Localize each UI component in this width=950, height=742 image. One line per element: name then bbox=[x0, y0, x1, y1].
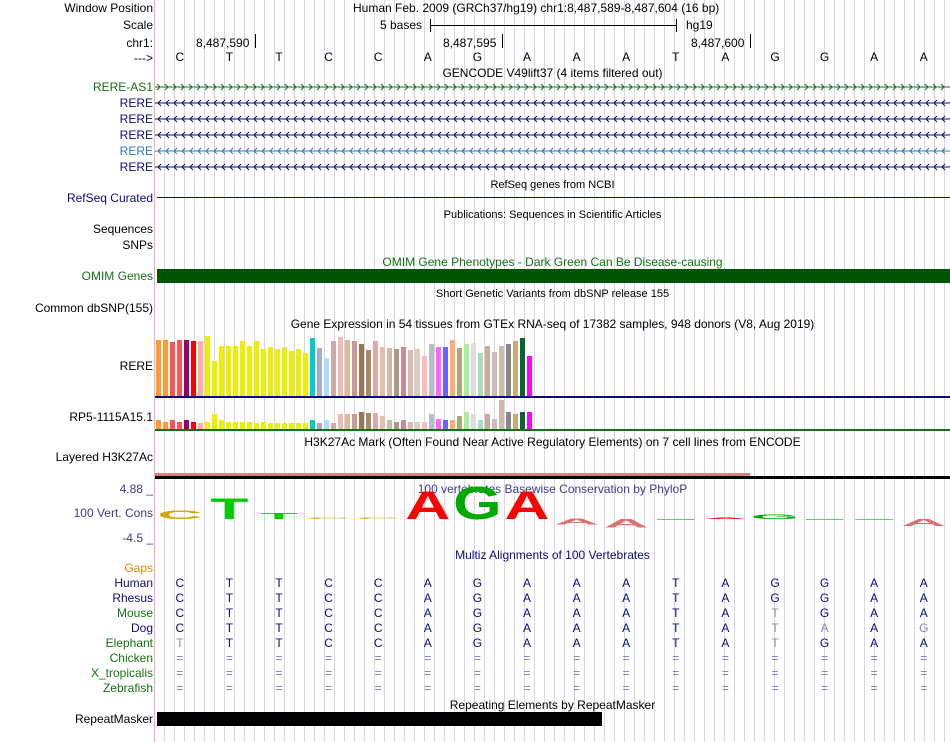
multiz-species-label[interactable]: Mouse bbox=[116, 606, 153, 620]
multiz-base: = bbox=[771, 681, 779, 695]
multiz-base: A bbox=[622, 621, 631, 635]
multiz-species-label[interactable]: Human bbox=[114, 576, 153, 590]
omim-track-title[interactable]: OMIM Gene Phenotypes - Dark Green Can Be Disease-causing bbox=[382, 255, 723, 269]
repeatmasker-feature[interactable] bbox=[157, 712, 602, 726]
multiz-base: T bbox=[225, 591, 234, 605]
gencode-gene-label[interactable]: RERE bbox=[119, 128, 153, 142]
gencode-gene-label[interactable]: RERE bbox=[119, 144, 153, 158]
multiz-base: C bbox=[373, 591, 383, 605]
multiz-base: A bbox=[622, 576, 631, 590]
multiz-base: G bbox=[472, 621, 483, 635]
multiz-base: = bbox=[821, 651, 829, 665]
multiz-gaps-label: Gaps bbox=[124, 561, 153, 575]
base-letter: A bbox=[622, 50, 631, 64]
multiz-base: A bbox=[572, 606, 581, 620]
chrom-label: chr1: bbox=[126, 36, 153, 50]
multiz-base: C bbox=[175, 621, 185, 635]
ruler-tick-label: 8,487,600 bbox=[691, 36, 745, 50]
repeatmasker-track-title[interactable]: Repeating Elements by RepeatMasker bbox=[449, 698, 656, 712]
multiz-base: = bbox=[225, 681, 233, 695]
multiz-base: C bbox=[324, 636, 333, 650]
multiz-base: = bbox=[721, 681, 729, 695]
base-letter: C bbox=[175, 50, 185, 64]
multiz-base: = bbox=[622, 651, 630, 665]
conservation-letter: T bbox=[210, 492, 249, 526]
multiz-base: = bbox=[325, 681, 333, 695]
multiz-base: T bbox=[672, 606, 680, 620]
base-letter: C bbox=[373, 50, 383, 64]
multiz-base: T bbox=[672, 636, 680, 650]
multiz-base: A bbox=[423, 621, 432, 635]
gencode-track-title[interactable]: GENCODE V49lift37 (4 items filtered out) bbox=[442, 66, 663, 80]
multiz-base: A bbox=[423, 591, 432, 605]
conservation-letter: A bbox=[554, 517, 600, 527]
multiz-base: G bbox=[472, 606, 483, 620]
multiz-base: A bbox=[721, 606, 730, 620]
multiz-base: A bbox=[423, 606, 432, 620]
dbsnp-track-label[interactable]: Common dbSNP(155) bbox=[34, 301, 153, 315]
conservation-letter: G bbox=[750, 513, 800, 521]
multiz-base: = bbox=[523, 681, 531, 695]
multiz-base: A bbox=[870, 606, 879, 620]
multiz-base: = bbox=[176, 651, 184, 665]
multiz-base: A bbox=[721, 576, 730, 590]
multiz-base: = bbox=[523, 666, 531, 680]
multiz-base: = bbox=[374, 681, 382, 695]
ruler-tick-label: 8,487,595 bbox=[443, 36, 497, 50]
multiz-base: = bbox=[275, 651, 283, 665]
scale-label: Scale bbox=[122, 18, 153, 32]
gencode-gene-label[interactable]: RERE bbox=[119, 112, 153, 126]
multiz-base: T bbox=[771, 606, 779, 620]
ruler-tick-label: 8,487,590 bbox=[196, 36, 250, 50]
multiz-base: A bbox=[522, 591, 531, 605]
multiz-base: T bbox=[275, 636, 283, 650]
multiz-base: A bbox=[870, 576, 879, 590]
sequences-track-label[interactable]: Sequences bbox=[92, 222, 153, 236]
multiz-base: A bbox=[820, 621, 829, 635]
snps-track-label[interactable]: SNPs bbox=[122, 238, 153, 252]
conservation-max-label: 4.88 _ bbox=[119, 482, 153, 496]
multiz-base: T bbox=[275, 606, 283, 620]
multiz-base: = bbox=[870, 666, 878, 680]
multiz-base: A bbox=[919, 576, 928, 590]
base-letter: T bbox=[275, 50, 283, 64]
conservation-letter: C bbox=[157, 508, 203, 522]
multiz-base: = bbox=[870, 681, 878, 695]
multiz-base: = bbox=[176, 666, 184, 680]
multiz-base: A bbox=[721, 636, 730, 650]
conservation-bar bbox=[855, 519, 893, 520]
multiz-species-label[interactable]: X_tropicalis bbox=[90, 666, 153, 680]
multiz-base: A bbox=[622, 636, 631, 650]
multiz-base: = bbox=[721, 651, 729, 665]
conservation-letter: G bbox=[453, 476, 502, 530]
multiz-base: = bbox=[721, 666, 729, 680]
multiz-base: C bbox=[373, 576, 383, 590]
multiz-base: A bbox=[721, 621, 730, 635]
multiz-species-label[interactable]: Elephant bbox=[105, 636, 153, 650]
multiz-base: = bbox=[920, 651, 928, 665]
multiz-base: = bbox=[473, 666, 481, 680]
multiz-base: = bbox=[325, 651, 333, 665]
multiz-base: A bbox=[870, 636, 879, 650]
multiz-base: A bbox=[572, 621, 581, 635]
multiz-base: C bbox=[324, 591, 333, 605]
conservation-letter: A bbox=[901, 517, 947, 529]
multiz-base: T bbox=[225, 636, 234, 650]
gtex-track-title[interactable]: Gene Expression in 54 tissues from GTEx RNA-seq of 17382 samples, 948 donors (V8, Aug 2019) bbox=[290, 317, 815, 331]
multiz-base: A bbox=[522, 636, 531, 650]
conservation-letter: C bbox=[306, 517, 352, 520]
gencode-gene-label[interactable]: RERE bbox=[119, 160, 153, 174]
multiz-base: A bbox=[423, 576, 432, 590]
multiz-base: A bbox=[522, 621, 531, 635]
multiz-base: = bbox=[573, 681, 581, 695]
base-letter: A bbox=[572, 50, 581, 64]
multiz-species-label[interactable]: Zebrafish bbox=[102, 681, 153, 695]
multiz-base: = bbox=[325, 666, 333, 680]
multiz-base: A bbox=[572, 636, 581, 650]
multiz-base: C bbox=[324, 621, 333, 635]
multiz-base: = bbox=[424, 681, 432, 695]
multiz-base: = bbox=[275, 681, 283, 695]
gencode-gene-label[interactable]: RERE-AS1 bbox=[92, 80, 153, 94]
conservation-letter: A bbox=[504, 483, 550, 529]
multiz-base: A bbox=[870, 591, 879, 605]
multiz-base: = bbox=[920, 681, 928, 695]
conservation-letter: C bbox=[355, 517, 401, 520]
strand-label: ---> bbox=[134, 51, 153, 65]
multiz-base: C bbox=[373, 621, 383, 635]
multiz-base: A bbox=[572, 576, 581, 590]
gtex-row-label[interactable]: RP5-1115A15.1 bbox=[69, 410, 153, 424]
multiz-base: = bbox=[821, 666, 829, 680]
multiz-base: A bbox=[919, 606, 928, 620]
multiz-base: = bbox=[374, 666, 382, 680]
multiz-base: A bbox=[622, 591, 631, 605]
multiz-base: G bbox=[770, 576, 780, 590]
multiz-base: A bbox=[870, 621, 879, 635]
multiz-base: T bbox=[275, 621, 283, 635]
scale-text: 5 bases bbox=[380, 18, 423, 32]
multiz-base: G bbox=[472, 591, 483, 605]
multiz-base: T bbox=[672, 591, 680, 605]
base-letter: A bbox=[721, 50, 730, 64]
base-letter: A bbox=[522, 50, 531, 64]
multiz-base: A bbox=[423, 636, 432, 650]
multiz-base: = bbox=[920, 666, 928, 680]
conservation-letter: A bbox=[405, 483, 451, 529]
multiz-base: = bbox=[672, 666, 680, 680]
multiz-base: G bbox=[919, 621, 929, 635]
multiz-base: = bbox=[821, 681, 829, 695]
conservation-letter: T bbox=[259, 511, 299, 521]
multiz-base: T bbox=[672, 621, 680, 635]
conservation-track-label[interactable]: 100 Vert. Cons bbox=[73, 506, 153, 520]
multiz-base: = bbox=[225, 651, 233, 665]
dbsnp-track-title[interactable]: Short Genetic Variants from dbSNP release 155 bbox=[435, 288, 670, 300]
h3k27ac-track-label[interactable]: Layered H3K27Ac bbox=[55, 450, 153, 464]
multiz-base: G bbox=[819, 636, 830, 650]
multiz-base: = bbox=[573, 666, 581, 680]
repeatmasker-track-label[interactable]: RepeatMasker bbox=[74, 712, 153, 726]
multiz-base: = bbox=[225, 666, 233, 680]
conservation-track-title[interactable]: 100 vertebrates Basewise Conservation by PhyloP bbox=[417, 482, 688, 496]
multiz-base: = bbox=[771, 666, 779, 680]
conservation-bar bbox=[657, 519, 695, 520]
multiz-track-title[interactable]: Multiz Alignments of 100 Vertebrates bbox=[455, 548, 650, 562]
multiz-base: = bbox=[672, 681, 680, 695]
multiz-base: = bbox=[870, 651, 878, 665]
multiz-base: A bbox=[919, 636, 928, 650]
base-letter: T bbox=[672, 50, 680, 64]
multiz-base: A bbox=[522, 606, 531, 620]
multiz-base: T bbox=[771, 636, 779, 650]
multiz-species-label[interactable]: Rhesus bbox=[112, 591, 153, 605]
assembly-label: hg19 bbox=[686, 18, 713, 32]
multiz-base: G bbox=[819, 576, 830, 590]
conservation-min-label: -4.5 _ bbox=[122, 531, 153, 545]
multiz-base: = bbox=[473, 651, 481, 665]
gencode-gene-label[interactable]: RERE bbox=[119, 96, 153, 110]
multiz-base: C bbox=[324, 606, 333, 620]
base-letter: A bbox=[870, 50, 879, 64]
h3k27ac-track-title[interactable]: H3K27Ac Mark (Often Found Near Active Regulatory Elements) on 7 cell lines from ENCODE bbox=[304, 435, 801, 449]
refseq-track-label[interactable]: RefSeq Curated bbox=[66, 191, 153, 205]
base-letter: G bbox=[770, 50, 780, 64]
multiz-base: C bbox=[175, 576, 185, 590]
multiz-base: = bbox=[176, 681, 184, 695]
multiz-base: C bbox=[373, 606, 383, 620]
multiz-species-label[interactable]: Chicken bbox=[109, 651, 153, 665]
multiz-base: G bbox=[819, 606, 830, 620]
multiz-base: T bbox=[672, 576, 680, 590]
base-letter: C bbox=[324, 50, 333, 64]
multiz-base: = bbox=[672, 651, 680, 665]
multiz-base: = bbox=[374, 651, 382, 665]
multiz-base: T bbox=[225, 576, 234, 590]
publications-track-title[interactable]: Publications: Sequences in Scientific Articles bbox=[443, 209, 662, 221]
base-letter: G bbox=[472, 50, 483, 64]
multiz-base: C bbox=[324, 576, 333, 590]
multiz-base: = bbox=[771, 651, 779, 665]
multiz-base: G bbox=[770, 591, 780, 605]
multiz-base: = bbox=[523, 651, 531, 665]
window-position-label: Window Position bbox=[64, 1, 153, 15]
conservation-bar bbox=[806, 519, 844, 520]
multiz-base: = bbox=[424, 666, 432, 680]
conservation-letter: A bbox=[702, 517, 748, 520]
multiz-base: T bbox=[771, 621, 779, 635]
multiz-species-label[interactable]: Dog bbox=[130, 621, 153, 635]
omim-track-label[interactable]: OMIM Genes bbox=[81, 269, 153, 283]
multiz-base: = bbox=[275, 666, 283, 680]
refseq-track-title[interactable]: RefSeq genes from NCBI bbox=[490, 179, 615, 191]
multiz-base: T bbox=[275, 576, 283, 590]
multiz-base: = bbox=[424, 651, 432, 665]
multiz-base: A bbox=[622, 606, 631, 620]
multiz-base: T bbox=[275, 591, 283, 605]
multiz-base: = bbox=[573, 651, 581, 665]
multiz-base: = bbox=[622, 681, 630, 695]
gtex-row-label[interactable]: RERE bbox=[119, 359, 153, 373]
base-letter: G bbox=[819, 50, 830, 64]
multiz-base: G bbox=[819, 591, 830, 605]
window-position-value[interactable]: Human Feb. 2009 (GRCh37/hg19) chr1:8,487,589-8,487,604 (16 bp) bbox=[353, 1, 720, 15]
multiz-base: T bbox=[176, 636, 184, 650]
multiz-base: A bbox=[572, 591, 581, 605]
multiz-base: C bbox=[175, 591, 185, 605]
multiz-base: = bbox=[622, 666, 630, 680]
multiz-base: = bbox=[473, 681, 481, 695]
base-letter: A bbox=[919, 50, 928, 64]
multiz-base: A bbox=[522, 576, 531, 590]
conservation-letter: A bbox=[603, 516, 649, 531]
multiz-base: C bbox=[373, 636, 383, 650]
multiz-base: T bbox=[225, 606, 234, 620]
multiz-base: G bbox=[472, 576, 483, 590]
multiz-base: C bbox=[175, 606, 185, 620]
multiz-base: A bbox=[721, 591, 730, 605]
multiz-base: G bbox=[472, 636, 483, 650]
multiz-base: T bbox=[225, 621, 234, 635]
base-letter: A bbox=[423, 50, 432, 64]
multiz-base: A bbox=[919, 591, 928, 605]
base-letter: T bbox=[225, 50, 234, 64]
